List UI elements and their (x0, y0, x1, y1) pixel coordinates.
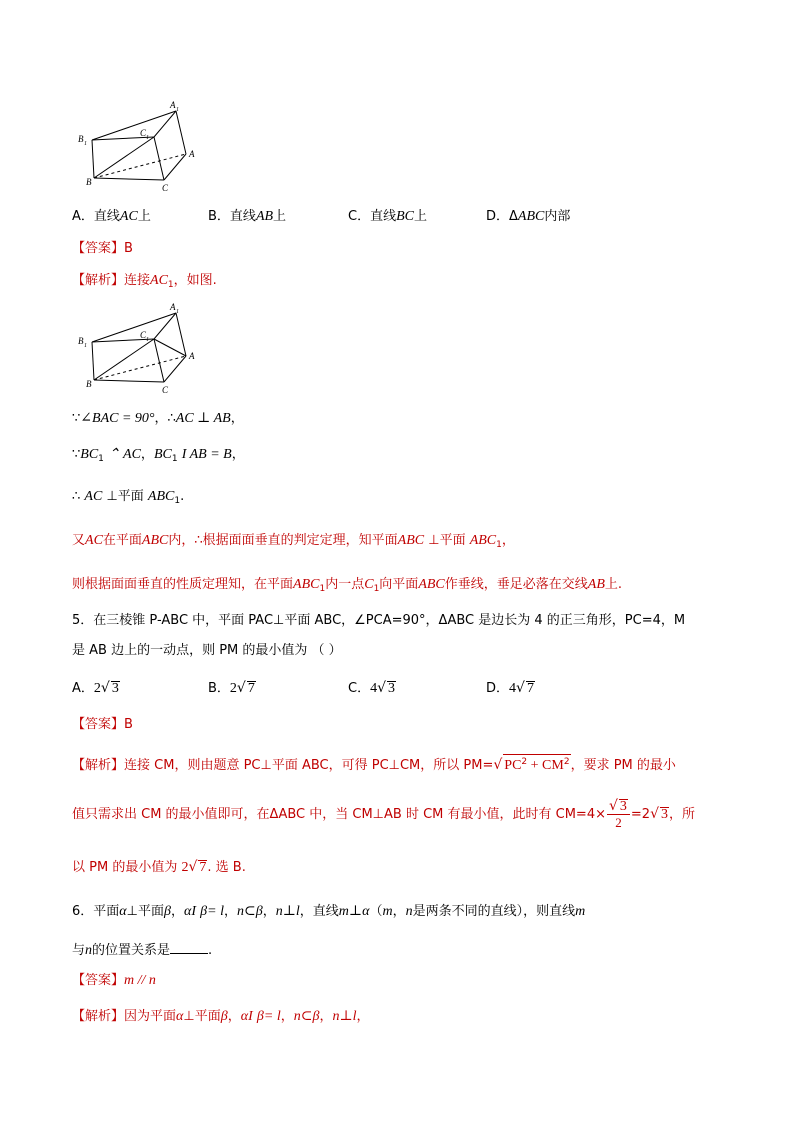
q5-option-b: B．2√ 7 (208, 680, 255, 696)
svg-text:1: 1 (146, 337, 149, 343)
label-C1: C (140, 330, 147, 340)
label-B1: B (78, 336, 84, 346)
q4-answer: 【答案】B (72, 241, 133, 256)
q4-analysis-intro: 【解析】连接$AC_1$，如图. (72, 273, 217, 290)
q4-step-1: ∵∠BAC = 90°，∴AC ⊥ AB， (72, 411, 244, 426)
label-C: C (162, 183, 169, 193)
q5-analysis-line-1: 【解析】连接 CM，则由题意 PC⊥平面 ABC，可得 PC⊥CM，所以 PM=√ $PC^2 + CM^2$，要求 PM 的最小 (72, 754, 676, 775)
q6-stem-line-1: 6．平面α⊥平面β，αI β= l，n⊂β，n⊥l，直线m⊥α（m，n是两条不同的直线），则直线m (72, 904, 586, 919)
svg-text:1: 1 (84, 141, 87, 147)
label-C: C (162, 385, 169, 395)
prism-figure-1 (72, 98, 212, 198)
q5-option-a: A．2√ 3 (72, 680, 119, 696)
svg-text:1: 1 (146, 135, 149, 141)
q5-option-c: C．4√ 3 (348, 680, 395, 696)
label-A1: A (170, 302, 176, 312)
prism-figure-2 (72, 300, 212, 400)
q4-step-2: $\because BC_1$ ⌃ AC，$BC_1$ I AB = B， (72, 447, 245, 464)
svg-text:1: 1 (176, 309, 179, 315)
label-A1: A (170, 100, 176, 110)
answer-blank (170, 953, 208, 954)
q5-option-d: D．4√ 7 (486, 680, 534, 696)
label-A: A (189, 149, 195, 159)
q5-answer: 【答案】B (72, 717, 133, 732)
q4-option-d: D．ΔABC内部 (486, 209, 571, 224)
q5-analysis-line-2: 值只需求出 CM 的最小值即可，在ΔABC 中，当 CM⊥AB 时 CM 有最小值，此时有 CM=4× $\frac{√ 3}{2}$ =2√ 3，所 (72, 798, 696, 830)
q4-step-4: 又AC在平面ABC内，∴根据面面垂直的判定定理，知平面ABC ⊥平面 $ABC_1$， (72, 533, 515, 550)
label-B: B (86, 177, 92, 187)
q6-analysis: 【解析】因为平面α⊥平面β，αI β= l，n⊂β，n⊥l， (72, 1009, 370, 1024)
label-B: B (86, 379, 92, 389)
q5-stem-line-1: 5．在三棱锥 P-ABC 中，平面 PAC⊥平面 ABC，∠PCA=90°，ΔABC 是边长为 4 的正三角形，PC=4，M (72, 613, 686, 628)
q4-step-5: 则根据面面垂直的性质定理知，在平面$ABC_1$内一点$C_1$向平面ABC作垂线，垂足必落在交线AB上. (72, 577, 623, 594)
q5-analysis-line-3: 以 PM 的最小值为 2√ 7. 选 B. (72, 859, 246, 875)
svg-text:1: 1 (176, 107, 179, 113)
q4-option-c: C．直线BC上 (348, 209, 427, 224)
q4-option-b: B．直线AB上 (208, 209, 287, 224)
label-B1: B (78, 134, 84, 144)
q6-answer: 【答案】m // n (72, 973, 156, 988)
label-C1: C (140, 128, 147, 138)
svg-text:1: 1 (84, 343, 87, 349)
q4-step-3: ∴ AC ⊥平面 $ABC_1$. (72, 489, 185, 506)
q5-stem-line-2: 是 AB 边上的一动点，则 PM 的最小值为 （ ） (72, 643, 342, 658)
q6-stem-line-2: 与n的位置关系是 . (72, 943, 213, 958)
q4-option-a: A．直线AC上 (72, 209, 151, 224)
label-A: A (189, 351, 195, 361)
